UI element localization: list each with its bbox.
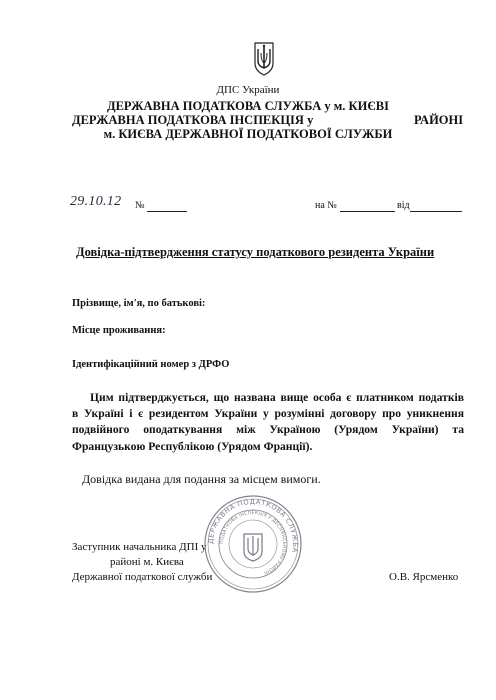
seal-outer-text: ДЕРЖАВНА ПОДАТКОВА СЛУЖБА: [206, 497, 300, 554]
signer-position-line-1: Заступник начальника ДПІ у: [72, 541, 207, 553]
certification-line: Цим підтверджується, що названа вище особа є платником податків: [90, 391, 464, 404]
issued-for-text: Довідка видана для подання за місцем вимоги.: [82, 472, 321, 486]
certification-line: в Україні і є резидентом України у розумінні договору про уникнення: [72, 407, 464, 421]
trident-emblem-icon: [253, 41, 275, 77]
reply-to-number-label: на №: [315, 200, 337, 211]
org-line-1: ДПС України: [216, 84, 280, 96]
outgoing-number-line: [147, 211, 187, 212]
certification-text: [72, 390, 464, 455]
handwritten-date: 29.10.12: [70, 194, 122, 209]
signer-position-line-3: Державної податкової служби: [72, 571, 213, 583]
org-line-3-left: ДЕРЖАВНА ПОДАТКОВА ІНСПЕКЦІЯ у: [72, 113, 314, 127]
reply-date-line: [410, 211, 462, 212]
org-line-2: ДЕРЖАВНА ПОДАТКОВА СЛУЖБА у м. КИЄВІ: [106, 99, 390, 113]
document-title: Довідка-підтвердження статусу податкового резидента України: [76, 245, 435, 259]
org-line-4: м. КИЄВА ДЕРЖАВНОЇ ПОДАТКОВОЇ СЛУЖБИ: [103, 127, 393, 141]
org-line-3-right: РАЙОНІ: [414, 113, 464, 127]
seal-inner-text: ПОДАТКОВА ІНСПЕКЦІЯ У ДЕСНЯНСЬКОМУ РАЙОНІ: [219, 510, 287, 575]
signer-name: О.В. Ярсменко: [389, 571, 459, 583]
official-seal-icon: [203, 494, 303, 594]
full-name-label: Прізвище, ім'я, по батькові:: [72, 298, 206, 309]
number-sign: №: [135, 200, 145, 211]
certification-line: Французькою Республікою (Урядом Франції).: [72, 439, 313, 453]
certification-line: подвійного оподаткування між Україною (Урядом України) та: [72, 423, 464, 437]
tax-id-label: Ідентифікаційний номер з ДРФО: [72, 359, 230, 370]
reply-number-line: [340, 211, 395, 212]
signer-position-line-2: районі м. Києва: [110, 556, 184, 568]
reply-from-label: від: [397, 200, 410, 211]
address-label: Місце проживання:: [72, 325, 166, 336]
